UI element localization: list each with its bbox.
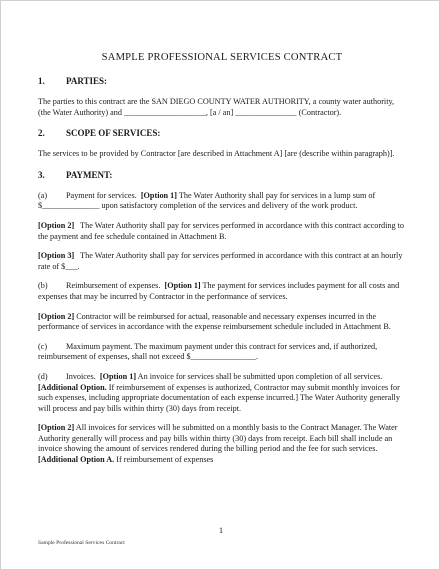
section-number: 1.: [38, 76, 45, 86]
maximum-payment-paragraph: [38, 342, 406, 363]
section-payment-heading: [38, 169, 406, 181]
clause-lead: Payment for services.: [66, 190, 137, 200]
section-scope-heading: [38, 127, 406, 139]
section-title: PAYMENT:: [66, 169, 113, 180]
option-label: [Option 3]: [38, 251, 75, 261]
invoices-paragraph: [38, 372, 406, 414]
clause-text: The Water Authority shall pay for services in a lump sum of $______________ upon satisfactory completion of the services and delivery of the work product.: [38, 190, 376, 211]
reimbursement-paragraph: [38, 281, 406, 302]
section-number: 2.: [38, 128, 45, 139]
additional-option-label: [Additional Option.: [38, 382, 107, 392]
additional-option-label: [Additional Option A.: [38, 455, 115, 465]
document-body: [38, 51, 406, 475]
reimbursement-option2-paragraph: [38, 312, 406, 333]
clause-label: (b): [38, 281, 48, 291]
payment-option3-paragraph: [38, 251, 406, 272]
document-title: SAMPLE PROFESSIONAL SERVICES CONTRACT: [101, 52, 343, 63]
clause-text: The Water Authority generally will process and pay bills within thirty (30) days from receipt.: [38, 393, 400, 413]
clause-text: Contractor will be reimbursed for actual, reasonable and necessary expenses incurred in the performance of services in accordance with the expense reimbursement schedule included in Attachment B.: [38, 311, 391, 332]
parties-paragraph: The parties to this contract are the SAN DIEGO COUNTY WATER AUTHORITY, a county water authority, (the Water Authority) and ____________________, [a / an] _______________ (Contractor).: [38, 97, 395, 117]
clause-text: If reimbursement of expenses is authorized, Contractor may submit monthly invoices for such expenses, including appropriate documentation of each expense incurred.]: [38, 382, 400, 403]
clause-text: The payment for services includes payment for all costs and expenses that may be incurred by Contractor in the performance of services.: [38, 281, 400, 301]
clause-label: (c): [38, 341, 48, 351]
clause-lead: Reimbursement of expenses.: [66, 281, 161, 291]
clause-text: All invoices for services will be submitted on a monthly basis to the Contract Manager. The Water Authority generally will process and pay bills within thirty (30) days from receipt. Each bill shall include an invoice showing the amount of services rendered during the billing period and the fee for such services.: [38, 423, 398, 454]
option-label: [Option 2]: [38, 220, 75, 230]
page-footer: Sample Professional Services Contract: [38, 540, 125, 546]
clause-label: (a): [38, 190, 48, 200]
page-number: 1: [218, 525, 224, 535]
clause-lead: Invoices.: [66, 371, 96, 381]
payment-option2-paragraph: [38, 221, 406, 242]
clause-text: The Water Authority shall pay for services performed in accordance with this contract at an hourly rate of $___.: [38, 251, 403, 271]
option-label: [Option 2]: [38, 423, 75, 433]
clause-text: The Water Authority shall pay for services performed in accordance with this contract according to the payment and fee schedule contained in Attachment B.: [38, 220, 405, 241]
section-title: PARTIES:: [66, 76, 108, 86]
option-label: [Option 1]: [140, 190, 177, 200]
payment-services-paragraph: [38, 191, 406, 212]
section-title: SCOPE OF SERVICES:: [66, 128, 161, 139]
scope-paragraph: The services to be provided by Contractor [are described in Attachment A] [are (describe within paragraph)].: [38, 149, 395, 159]
section-parties-heading: [38, 75, 406, 87]
clause-text: An invoice for services shall be submitted upon completion of all services.: [137, 371, 383, 381]
clause-text: If reimbursement of expenses: [116, 455, 214, 465]
option-label: [Option 2]: [38, 311, 75, 321]
clause-label: (d): [38, 371, 48, 381]
invoices-option2-paragraph: [38, 423, 406, 465]
option-label: [Option 1]: [164, 281, 201, 291]
section-number: 3.: [38, 169, 45, 180]
option-label: [Option 1]: [99, 371, 137, 381]
clause-text: Maximum payment. The maximum payment under this contract for services and, if authorized, reimbursement of expenses, shall not exceed $________________.: [38, 341, 378, 362]
